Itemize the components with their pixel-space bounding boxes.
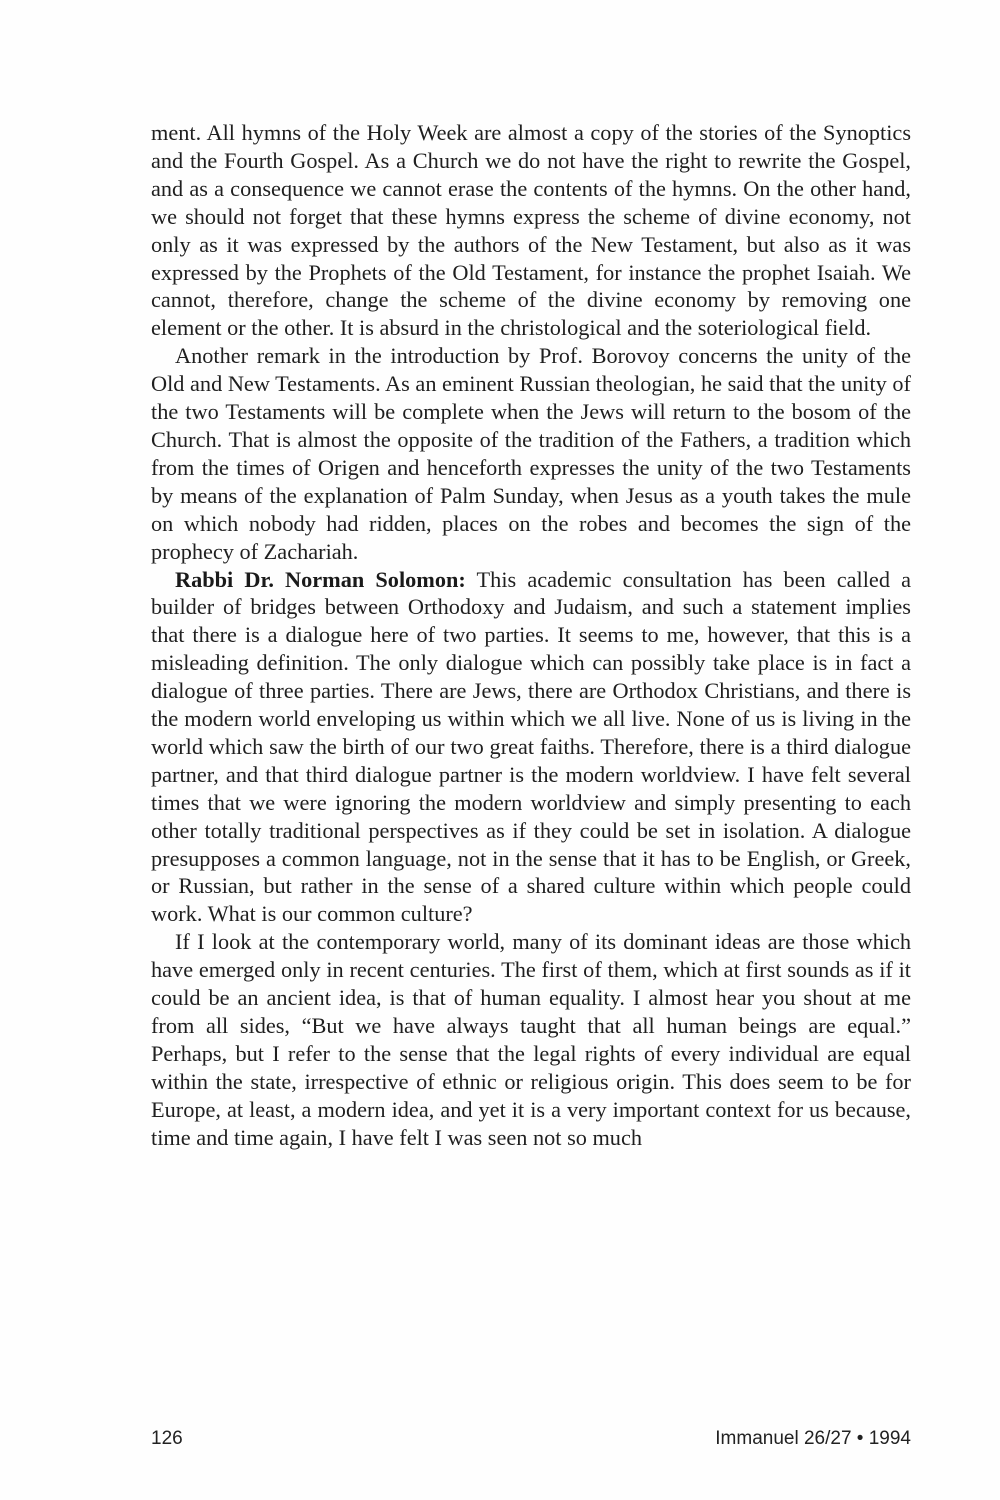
paragraph-1: ment. All hymns of the Holy Week are almost a copy of the stories of the Synoptics and the Fourth Gospel. As a Church we do not have the right to rewrite the Gospel, and as a consequence we cannot erase the contents of the hymns. On the other hand, we should not forget that these hymns express the scheme of divine economy, not only as it was expressed by the authors of the New Testament, but also as it was expressed by the Prophets of the Old Testament, for instance the prophet Isaiah. We cannot, therefore, change the scheme of the divine economy by removing one element or the other. It is absurd in the christological and the soteriological field. xyxy=(151,120,911,341)
speaker-name: Rabbi Dr. Norman Solomon: xyxy=(175,566,466,592)
paragraph-3-text: This academic consultation has been called a builder of bridges between Orthodoxy and Judaism, and such a statement implies that there is a dialogue here of two parties. It seems to me, however, that this is a misleading definition. The only dialogue which can possibly take place is in fact a dialogue of three parties. There are Jews, there are Orthodox Christians, and there is the modern world enveloping us within which we all live. None of us is living in the world which saw the birth of our two great faiths. Therefore, there is a third dialogue partner, and that third dialogue partner is the modern worldview. I have felt several times that we were ignoring the modern worldview and simply presenting to each other totally traditional perspectives as if they could be set in isolation. A dialogue presupposes a common language, not in the sense that it has to be English, or Greek, or Russian, but rather in the sense of a shared culture within which people could work. What is our common culture? xyxy=(151,566,911,927)
page-footer xyxy=(151,1428,911,1458)
paragraph-3 xyxy=(151,566,911,929)
page-number: 126 xyxy=(151,1428,183,1449)
body-text xyxy=(151,119,911,1152)
paragraph-4: If I look at the contemporary world, many of its dominant ideas are those which have emerged only in recent centuries. The first of them, which at first sounds as if it could be an ancient idea, is that of human equality. I almost hear you shout at me from all sides, “But we have always taught that all human beings are equal.” Perhaps, but I refer to the sense that the legal rights of every individual are equal within the state, irrespective of ethnic or religious origin. This does seem to be for Europe, at least, a modern idea, and yet it is a very important context for us because, time and time again, I have felt I was seen not so much xyxy=(151,929,911,1150)
paragraph-2: Another remark in the introduction by Prof. Borovoy concerns the unity of the Old and New Testaments. As an eminent Russian theologian, he said that the unity of the two Testaments will be complete when the Jews will return to the bosom of the Church. That is almost the opposite of the tradition of the Fathers, a tradition which from the times of Origen and henceforth expresses the unity of the two Testaments by means of the explanation of Palm Sunday, when Jesus as a youth takes the mule on which nobody had ridden, places on the robes and becomes the sign of the prophecy of Zachariah. xyxy=(151,343,911,564)
journal-citation: Immanuel 26/27 • 1994 xyxy=(715,1428,911,1449)
